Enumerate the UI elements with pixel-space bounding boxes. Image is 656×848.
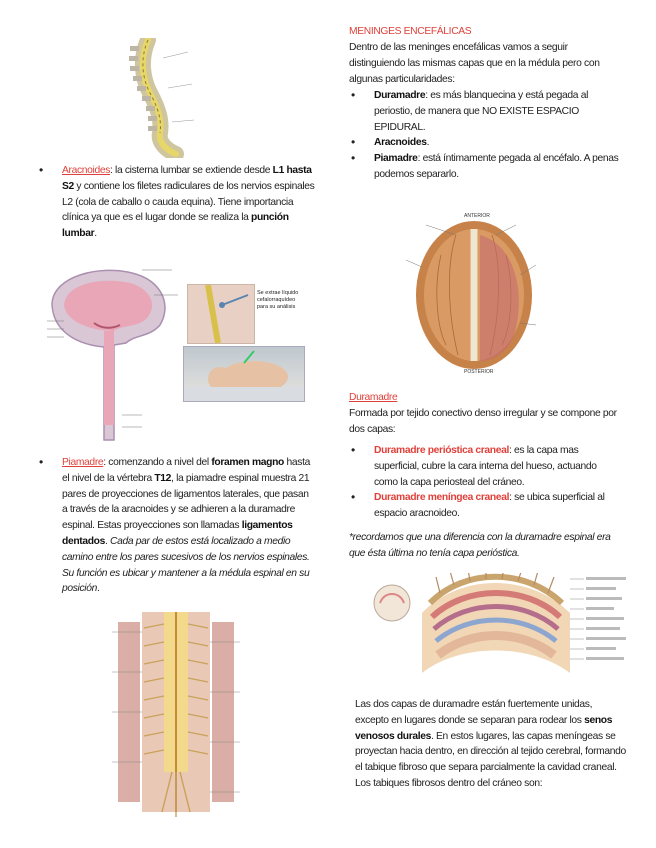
skull-meninges-figure <box>396 205 566 375</box>
meninges-encefalicas-title: MENINGES ENCEFÁLICAS <box>349 26 472 37</box>
spinal-cord-dorsal-figure <box>112 612 240 822</box>
piamadre-term: Piamadre <box>62 457 104 468</box>
meninges-section-figure <box>370 573 638 683</box>
duramadre-intro: Formada por tejido conectivo denso irregular y se compone por dos capas: <box>349 408 617 435</box>
lumbar-puncture-caption: Se extrae líquido cefalorraquídeo para su análisis <box>257 290 299 310</box>
lumbar-puncture-closeup <box>187 284 255 344</box>
piamadre-paragraph: • Piamadre: comenzando a nivel del foramen magno hasta el nivel de la vértebra T12, la piamadre espinal muestra 21 pares de proyecciones de ligamentos laterales, que pasan a través de la aracnoides y se adhieren a la duramadre espinal. Estas proyecciones son llamadas ligamentos dentados. Cada par de estos está localizado a medio camino entre los pares sucesivos de los nervios espinales. Su función es ubicar y mantener a la médula espinal en su posición. <box>37 455 315 597</box>
list-item: • Duramadre perióstica craneal: es la capa mas superficial, cubre la cara interna del hueso, actuando como la capa periosteal del cráneo. <box>349 443 621 490</box>
duramadre-heading: Duramadre <box>349 392 398 403</box>
list-item: • Duramadre: es más blanquecina y está pegada al periostio, de manera que NO EXISTE ESPACIO EPIDURAL. <box>349 88 621 135</box>
patient-lumbar-puncture-photo <box>183 346 305 402</box>
list-item: • Duramadre meníngea craneal: se ubica superficial al espacio aracnoideo. <box>349 490 621 522</box>
spine-sagittal-figure <box>118 38 200 158</box>
meninges-intro: Dentro de las meninges encefálicas vamos a seguir distinguiendo las mismas capas que en la médula pero con algunas particularidades: <box>349 42 600 85</box>
aracnoides-paragraph: • Aracnoides: la cisterna lumbar se extiende desde L1 hasta S2 y contiene los filetes radiculares de los nervios espinales L2 (cola de caballo o cauda equina). Tiene importancia clínica ya que es el lugar donde se realiza la punción lumbar. <box>37 163 317 242</box>
closing-paragraph: Las dos capas de duramadre están fuertemente unidas, excepto en lugares donde se separan para rodear los senos venosos durales. En estos lugares, las capas meníngeas se proyectan hacia dentro, en dirección al tejido cerebral, formando el tabique fibroso que separa parcialmente la cavidad craneal. Los tabiques fibrosos dentro del cráneo son: <box>355 699 626 789</box>
aracnoides-term: Aracnoides <box>62 165 111 176</box>
skull-bottom-label: POSTERIOR <box>464 369 494 375</box>
list-item: • Aracnoides. <box>349 135 621 151</box>
csf-brain-figure <box>42 265 182 445</box>
duramadre-note: *recordamos que una diferencia con la duramadre espinal era que ésta última no tenía capa perióstica. <box>349 532 611 559</box>
duramadre-list <box>349 443 621 522</box>
list-item: • Piamadre: está íntimamente pegada al encéfalo. A penas podemos separarlo. <box>349 151 621 183</box>
meninges-list <box>349 88 621 183</box>
skull-top-label: ANTERIOR <box>464 213 490 219</box>
